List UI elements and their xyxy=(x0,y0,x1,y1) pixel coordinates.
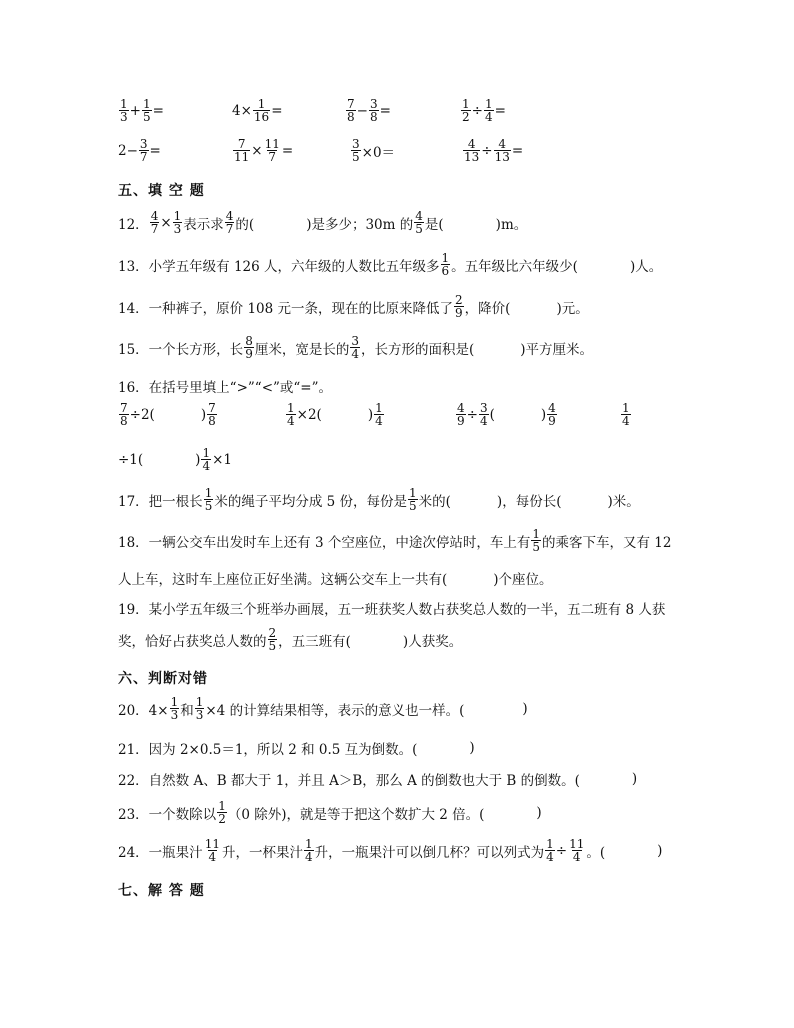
fraction: $\frac{4}{5}$ xyxy=(415,209,423,236)
fraction: $\frac{4}{9}$ xyxy=(457,401,465,428)
fraction: $\frac{1}{6}$ xyxy=(441,251,450,278)
calc-2-1: 2− $\frac{3}{7}$ = xyxy=(118,137,161,164)
fraction: $\frac{11}{4}$ xyxy=(204,837,220,864)
fraction: $\frac{2}{9}$ xyxy=(455,293,463,320)
question-19: 19．某小学五年级三个班举办画展，五一班获奖人数占获奖总人数的一半，五二班有 8 人获 xyxy=(118,602,666,618)
fraction: $\frac{1}{5}$ xyxy=(409,486,417,513)
compare-c: $\frac{4}{9}$ ÷ $\frac{3}{4}$ ( ) $\frac{4}{9}$ xyxy=(457,401,556,428)
fraction: $\frac{4}{13}$ xyxy=(494,137,510,164)
fraction: $\frac{4}{13}$ xyxy=(464,137,480,164)
section-heading-5: 五、填 空 题 xyxy=(118,183,205,199)
fraction: $\frac{1}{4}$ xyxy=(287,401,295,428)
fraction: $\frac{1}{2}$ xyxy=(218,799,226,826)
question-21: 21．因为 2×0.5＝1，所以 2 和 0.5 互为倒数。( ) xyxy=(118,740,475,758)
compare-a: $\frac{7}{8}$ ÷2( ) $\frac{7}{8}$ xyxy=(120,401,216,428)
question-22: 22．自然数 A、B 都大于 1，并且 A＞B，那么 A 的倒数也大于 B 的倒数。( ) xyxy=(118,771,638,789)
question-15: 15．一个长方形，长 $\frac{8}{9}$ 厘米，宽是长的 $\frac{3}{4}$ ，长方形的面积是( )平方厘米。 xyxy=(118,334,594,361)
fraction: $\frac{7}{8}$ xyxy=(208,401,216,428)
calc-1-1: $\frac{1}{3}$ + $\frac{1}{5}$ = xyxy=(120,97,164,124)
question-16: 16．在括号里填上“>”“<”或“=”。 xyxy=(118,380,333,396)
fraction: $\frac{1}{3}$ xyxy=(170,695,179,722)
fraction: $\frac{1}{5}$ xyxy=(204,486,213,513)
section-heading-7: 七、解 答 题 xyxy=(118,883,205,899)
fraction: $\frac{7}{8}$ xyxy=(347,97,355,124)
fraction: $\frac{4}{9}$ xyxy=(548,401,556,428)
question-12: 12． $\frac{4}{7}$ × $\frac{1}{3}$ 表示求 $\frac{4}{7}$ 的( )是多少；30m 的 $\frac{4}{5}$ 是( )m。 xyxy=(118,209,528,236)
fraction: $\frac{1}{16}$ xyxy=(253,97,270,124)
question-19-line-2: 奖，恰好占获奖总人数的 $\frac{2}{5}$ ，五三班有( )人获奖。 xyxy=(118,626,463,653)
fraction: $\frac{8}{9}$ xyxy=(245,334,253,361)
question-24: 24．一瓶果汁 $\frac{11}{4}$ 升，一杯果汁 $\frac{1}{4}$ 升，一瓶果汁可以倒几杯？可以列式为 $\frac{1}{4}$ ÷ $\frac{11}{4}$ 。( ) xyxy=(118,837,663,864)
fraction: $\frac{11}{4}$ xyxy=(569,837,585,864)
fraction: $\frac{2}{5}$ xyxy=(268,626,277,653)
fraction: $\frac{7}{11}$ xyxy=(234,137,250,164)
fraction: $\frac{3}{7}$ xyxy=(139,137,148,164)
fraction: $\frac{1}{4}$ xyxy=(202,446,211,473)
calc-2-3: $\frac{3}{5}$ ×0＝ xyxy=(352,137,396,164)
compare-d-cont: ÷1( ) $\frac{1}{4}$ ×1 xyxy=(118,446,232,473)
calc-1-3: $\frac{7}{8}$ − $\frac{3}{8}$ = xyxy=(347,97,391,124)
fraction: $\frac{1}{3}$ xyxy=(120,97,128,124)
calc-2-4: $\frac{4}{13}$ ÷ $\frac{4}{13}$ = xyxy=(464,137,524,164)
question-20: 20．4× $\frac{1}{3}$ 和 $\frac{1}{3}$ ×4 的计算结果相等，表示的意义也一样。( ) xyxy=(118,695,528,722)
fraction: $\frac{11}{7}$ xyxy=(264,137,280,164)
question-17: 17．把一根长 $\frac{1}{5}$ 米的绳子平均分成 5 份，每份是 $\frac{1}{5}$ 米的( )，每份长( )米。 xyxy=(118,486,640,513)
fraction: $\frac{1}{4}$ xyxy=(375,401,383,428)
compare-d xyxy=(620,402,632,427)
fraction: $\frac{1}{4}$ xyxy=(484,97,493,124)
question-13: 13．小学五年级有 126 人，六年级的人数比五年级多 $\frac{1}{6}$ 。五年级比六年级少( )人。 xyxy=(118,251,663,278)
fraction: $\frac{1}{4}$ xyxy=(304,837,313,864)
fraction: $\frac{3}{4}$ xyxy=(479,401,488,428)
fraction: $\frac{1}{5}$ xyxy=(142,97,151,124)
fraction: $\frac{3}{4}$ xyxy=(351,334,359,361)
fraction: $\frac{3}{8}$ xyxy=(369,97,378,124)
fraction: $\frac{1}{5}$ xyxy=(532,527,540,554)
fraction: $\frac{3}{5}$ xyxy=(352,137,360,164)
question-18: 18．一辆公交车出发时车上还有 3 个空座位，中途次停站时，车上有 $\frac{1}{5}$ 的乘客下车，又有 12 xyxy=(118,527,672,554)
fraction: $\frac{1}{4}$ xyxy=(622,401,630,428)
calc-1-4: $\frac{1}{2}$ ÷ $\frac{1}{4}$ = xyxy=(462,97,506,124)
fraction: $\frac{1}{3}$ xyxy=(195,695,204,722)
calc-2-2: $\frac{7}{11}$ × $\frac{11}{7}$ = xyxy=(234,137,294,164)
fraction: $\frac{1}{4}$ xyxy=(546,837,554,864)
fraction: $\frac{1}{3}$ xyxy=(173,209,182,236)
question-14: 14．一种裤子，原价 108 元一条，现在的比原来降低了 $\frac{2}{9}$ ，降价( )元。 xyxy=(118,293,589,320)
question-23: 23．一个数除以 $\frac{1}{2}$ （0 除外)，就是等于把这个数扩大 2 倍。( ) xyxy=(118,799,542,826)
fraction: $\frac{4}{7}$ xyxy=(225,209,234,236)
calc-1-2: 4× $\frac{1}{16}$ = xyxy=(232,97,283,124)
fraction: $\frac{7}{8}$ xyxy=(120,401,128,428)
question-18-line-2: 人上车，这时车上座位正好坐满。这辆公交车上一共有( )个座位。 xyxy=(118,572,553,588)
compare-b: $\frac{1}{4}$ ×2( ) $\frac{1}{4}$ xyxy=(287,401,383,428)
section-heading-6: 六、判断对错 xyxy=(118,671,208,687)
fraction: $\frac{1}{2}$ xyxy=(462,97,470,124)
fraction: $\frac{4}{7}$ xyxy=(150,209,159,236)
